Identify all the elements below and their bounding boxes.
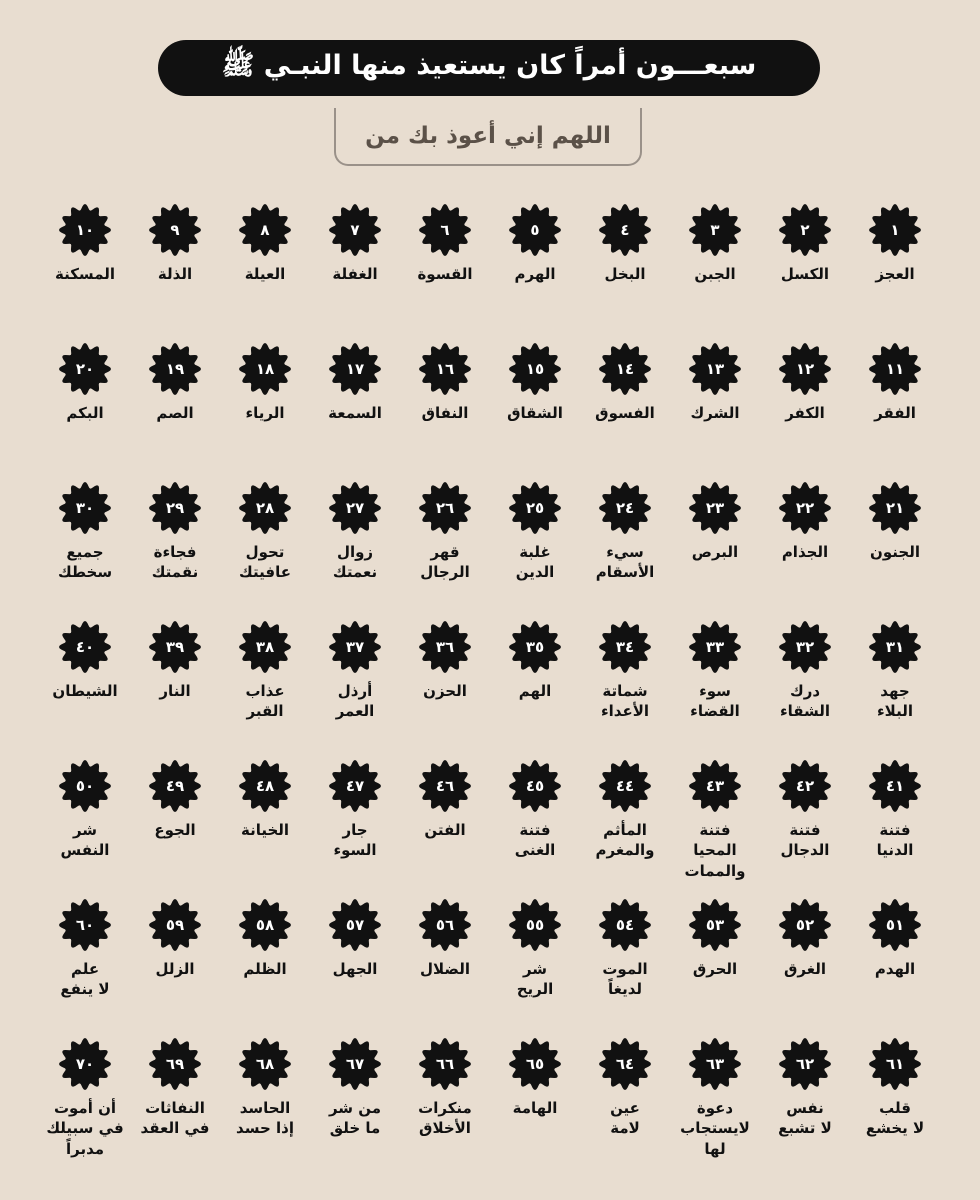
item-number: ٣٧ — [345, 638, 365, 656]
item-number: ٦٦ — [435, 1055, 455, 1073]
item-label: العيلة — [244, 265, 286, 283]
number-badge — [149, 621, 201, 673]
item-number: ١ — [890, 221, 900, 239]
number-badge — [689, 621, 741, 673]
list-item — [220, 1034, 310, 1173]
item-label: من شر ما خلق — [328, 1099, 382, 1138]
number-badge — [599, 204, 651, 256]
item-number: ٥٨ — [255, 916, 275, 934]
item-number: ٤٥ — [525, 777, 545, 795]
item-number: ٦٧ — [345, 1055, 365, 1073]
number-badge — [689, 482, 741, 534]
list-item — [580, 200, 670, 339]
number-badge — [239, 621, 291, 673]
item-label: البرص — [691, 543, 739, 561]
number-badge — [59, 204, 111, 256]
item-number: ٤١ — [885, 777, 905, 795]
item-label: النار — [159, 682, 191, 700]
number-badge — [329, 343, 381, 395]
item-label: فتنة الغنى — [514, 821, 556, 860]
item-number: ٥٣ — [705, 916, 725, 934]
item-number: ٤٤ — [615, 777, 635, 795]
number-badge — [689, 760, 741, 812]
item-label: النفاق — [421, 404, 469, 422]
number-badge — [509, 899, 561, 951]
list-item — [580, 1034, 670, 1173]
number-badge — [599, 343, 651, 395]
number-badge — [329, 899, 381, 951]
item-label: غلبة الدين — [515, 543, 555, 582]
list-item — [310, 200, 400, 339]
item-label: السمعة — [328, 404, 382, 422]
list-item — [850, 1034, 940, 1173]
number-badge — [689, 1038, 741, 1090]
item-number: ٢٦ — [435, 499, 455, 517]
list-item — [490, 617, 580, 756]
number-badge — [779, 760, 831, 812]
list-item — [580, 756, 670, 895]
item-number: ٤٣ — [705, 777, 725, 795]
item-label: فتنة الدنيا — [876, 821, 914, 860]
list-item — [400, 895, 490, 1034]
number-badge — [329, 482, 381, 534]
item-number: ٣١ — [885, 638, 905, 656]
item-label: شر النفس — [60, 821, 110, 860]
list-item — [220, 200, 310, 339]
item-label: الغرق — [784, 960, 826, 978]
list-item — [490, 895, 580, 1034]
list-item — [310, 895, 400, 1034]
list-item — [220, 895, 310, 1034]
list-item — [490, 478, 580, 617]
number-badge — [59, 482, 111, 534]
list-item — [400, 617, 490, 756]
list-item — [580, 617, 670, 756]
item-label: فتنة المحيا والممات — [684, 821, 746, 880]
item-label: الجبن — [694, 265, 736, 283]
item-number: ٥٧ — [345, 916, 365, 934]
number-badge — [239, 204, 291, 256]
item-label: الخيانة — [240, 821, 290, 839]
list-item — [670, 617, 760, 756]
list-item — [220, 339, 310, 478]
list-item — [400, 339, 490, 478]
list-item — [670, 339, 760, 478]
number-badge — [869, 1038, 921, 1090]
list-item — [760, 756, 850, 895]
list-item — [130, 756, 220, 895]
number-badge — [419, 482, 471, 534]
list-item — [760, 895, 850, 1034]
item-number: ٣٤ — [615, 638, 635, 656]
list-item — [400, 1034, 490, 1173]
list-item — [400, 478, 490, 617]
item-label: درك الشقاء — [779, 682, 831, 721]
list-item — [130, 200, 220, 339]
item-label: البكم — [66, 404, 104, 422]
item-number: ٥٩ — [165, 916, 185, 934]
item-label: النفاثات في العقد — [140, 1099, 210, 1138]
list-item — [310, 1034, 400, 1173]
number-badge — [509, 621, 561, 673]
list-item — [760, 1034, 850, 1173]
item-number: ٢٩ — [165, 499, 185, 517]
item-number: ٥٠ — [75, 777, 95, 795]
list-item — [760, 339, 850, 478]
item-label: الرياء — [245, 404, 285, 422]
number-badge — [59, 899, 111, 951]
item-number: ٤٨ — [255, 777, 275, 795]
item-label: الهامة — [512, 1099, 558, 1117]
item-number: ٢٧ — [345, 499, 365, 517]
item-number: ٤٧ — [345, 777, 365, 795]
list-item — [670, 895, 760, 1034]
list-item — [670, 1034, 760, 1173]
item-number: ١٦ — [435, 360, 455, 378]
list-item — [40, 478, 130, 617]
list-item — [670, 200, 760, 339]
number-badge — [509, 1038, 561, 1090]
number-badge — [149, 1038, 201, 1090]
item-number: ٢٢ — [795, 499, 815, 517]
number-badge — [239, 1038, 291, 1090]
item-number: ٦٥ — [525, 1055, 545, 1073]
number-badge — [689, 899, 741, 951]
number-badge — [419, 760, 471, 812]
item-label: عين لامة — [610, 1099, 640, 1138]
title-banner — [158, 40, 820, 96]
item-label: الظلم — [243, 960, 287, 978]
item-number: ٤٦ — [435, 777, 455, 795]
list-item — [220, 756, 310, 895]
item-label: الذلة — [157, 265, 193, 283]
number-badge — [869, 621, 921, 673]
number-badge — [329, 760, 381, 812]
item-label: جار السوء — [333, 821, 377, 860]
list-item — [310, 339, 400, 478]
list-item — [850, 200, 940, 339]
item-number: ٦١ — [885, 1055, 905, 1073]
number-badge — [329, 204, 381, 256]
number-badge — [869, 343, 921, 395]
number-badge — [239, 343, 291, 395]
item-number: ٦٤ — [615, 1055, 635, 1073]
item-label: الفقر — [874, 404, 916, 422]
item-number: ٦٩ — [165, 1055, 185, 1073]
item-number: ٥٢ — [795, 916, 815, 934]
number-badge — [509, 760, 561, 812]
item-number: ٣٨ — [255, 638, 275, 656]
number-badge — [419, 1038, 471, 1090]
number-badge — [869, 899, 921, 951]
item-label: الكسل — [780, 265, 830, 283]
number-badge — [599, 760, 651, 812]
list-item — [850, 617, 940, 756]
item-number: ٤٠ — [75, 638, 95, 656]
list-item — [130, 339, 220, 478]
list-item — [580, 339, 670, 478]
item-number: ٧ — [350, 221, 360, 239]
item-label: الجهل — [332, 960, 378, 978]
item-number: ٩ — [170, 221, 180, 239]
item-number: ٣٥ — [525, 638, 545, 656]
item-number: ١٨ — [255, 360, 275, 378]
item-label: المأثم والمغرم — [595, 821, 655, 860]
item-number: ٤ — [620, 221, 630, 239]
item-label: أن أموت في سبيلك مدبراً — [46, 1099, 124, 1158]
item-number: ١٩ — [165, 360, 185, 378]
item-number: ١٣ — [705, 360, 725, 378]
number-badge — [419, 621, 471, 673]
item-number: ٦٢ — [795, 1055, 815, 1073]
number-badge — [59, 621, 111, 673]
list-item — [40, 895, 130, 1034]
item-number: ٥١ — [885, 916, 905, 934]
item-label: الحاسد إذا حسد — [236, 1099, 294, 1138]
page-title: سبعـــون أمراً كان يستعيذ منها النبـي ﷺ — [221, 50, 757, 81]
item-number: ٦ — [440, 221, 450, 239]
list-item — [490, 756, 580, 895]
number-badge — [149, 204, 201, 256]
item-number: ٣ — [710, 221, 720, 239]
number-badge — [779, 343, 831, 395]
item-number: ٤٢ — [795, 777, 815, 795]
number-badge — [869, 760, 921, 812]
number-badge — [509, 204, 561, 256]
item-number: ١٥ — [525, 360, 545, 378]
item-label: الحزن — [423, 682, 467, 700]
item-label: الضلال — [420, 960, 470, 978]
list-item — [310, 617, 400, 756]
list-item — [670, 478, 760, 617]
number-badge — [869, 482, 921, 534]
item-label: دعوة لايستجاب لها — [680, 1099, 750, 1158]
item-label: عذاب القبر — [245, 682, 285, 721]
item-number: ٣٦ — [435, 638, 455, 656]
item-label: الغفلة — [332, 265, 378, 283]
number-badge — [599, 1038, 651, 1090]
item-label: قلب لا يخشع — [865, 1099, 925, 1138]
number-badge — [329, 1038, 381, 1090]
item-label: الشيطان — [52, 682, 118, 700]
list-item — [130, 617, 220, 756]
number-badge — [149, 760, 201, 812]
item-label: الفسوق — [595, 404, 655, 422]
item-number: ٣٩ — [165, 638, 185, 656]
item-label: البخل — [604, 265, 646, 283]
number-badge — [689, 343, 741, 395]
list-item — [580, 895, 670, 1034]
number-badge — [239, 899, 291, 951]
number-badge — [329, 621, 381, 673]
number-badge — [59, 1038, 111, 1090]
list-item — [400, 756, 490, 895]
item-label: الجوع — [154, 821, 196, 839]
number-badge — [599, 621, 651, 673]
list-item — [490, 1034, 580, 1173]
number-badge — [149, 343, 201, 395]
item-label: الجنون — [870, 543, 920, 561]
number-badge — [509, 482, 561, 534]
list-item — [760, 200, 850, 339]
item-label: الهرم — [514, 265, 556, 283]
list-item — [40, 200, 130, 339]
number-badge — [59, 343, 111, 395]
item-number: ٢٤ — [615, 499, 635, 517]
item-label: الصم — [156, 404, 194, 422]
item-label: الكفر — [785, 404, 825, 422]
item-label: أرذل العمر — [335, 682, 375, 721]
items-grid — [40, 200, 940, 1173]
number-badge — [239, 760, 291, 812]
item-number: ٥٥ — [525, 916, 545, 934]
list-item — [760, 617, 850, 756]
item-number: ٣٣ — [705, 638, 725, 656]
item-number: ٢٠ — [75, 360, 95, 378]
item-number: ٥٦ — [435, 916, 455, 934]
number-badge — [149, 899, 201, 951]
number-badge — [779, 482, 831, 534]
item-label: شر الريح — [516, 960, 554, 999]
item-label: سيء الأسقام — [595, 543, 655, 582]
item-number: ١٤ — [615, 360, 635, 378]
item-label: الشقاق — [507, 404, 563, 422]
item-label: الموت لديغاً — [602, 960, 648, 999]
item-label: منكرات الأخلاق — [418, 1099, 472, 1138]
list-item — [850, 756, 940, 895]
item-label: جهد البلاء — [877, 682, 913, 721]
item-number: ٨ — [260, 221, 270, 239]
item-number: ١١ — [885, 360, 905, 378]
item-label: الهم — [518, 682, 552, 700]
number-badge — [419, 204, 471, 256]
list-item — [850, 478, 940, 617]
list-item — [40, 756, 130, 895]
list-item — [490, 339, 580, 478]
list-item — [490, 200, 580, 339]
item-label: القسوة — [417, 265, 473, 283]
item-number: ٦٣ — [705, 1055, 725, 1073]
item-label: الجذام — [781, 543, 829, 561]
number-badge — [239, 482, 291, 534]
item-label: الحرق — [692, 960, 738, 978]
item-number: ٣٠ — [75, 499, 95, 517]
item-number: ٢٥ — [525, 499, 545, 517]
number-badge — [509, 343, 561, 395]
subtitle-box — [334, 108, 642, 166]
number-badge — [149, 482, 201, 534]
number-badge — [869, 204, 921, 256]
number-badge — [779, 899, 831, 951]
item-label: سوء القضاء — [690, 682, 740, 721]
number-badge — [419, 899, 471, 951]
item-label: نفس لا تشبع — [778, 1099, 832, 1138]
number-badge — [419, 343, 471, 395]
list-item — [760, 478, 850, 617]
item-number: ٦٨ — [255, 1055, 275, 1073]
item-label: الهدم — [874, 960, 916, 978]
number-badge — [599, 899, 651, 951]
item-label: جميع سخطك — [57, 543, 113, 582]
item-label: تحول عافيتك — [239, 543, 291, 582]
item-label: الفتن — [424, 821, 466, 839]
list-item — [130, 478, 220, 617]
item-label: قهر الرجال — [420, 543, 470, 582]
list-item — [670, 756, 760, 895]
number-badge — [59, 760, 111, 812]
item-number: ٦٠ — [75, 916, 95, 934]
item-label: الزلل — [155, 960, 195, 978]
item-number: ١٧ — [345, 360, 365, 378]
number-badge — [779, 204, 831, 256]
list-item — [40, 617, 130, 756]
list-item — [850, 339, 940, 478]
number-badge — [779, 621, 831, 673]
item-number: ٤٩ — [165, 777, 185, 795]
item-label: شماتة الأعداء — [600, 682, 650, 721]
item-number: ٣٢ — [795, 638, 815, 656]
item-label: المسكنة — [54, 265, 116, 283]
list-item — [130, 895, 220, 1034]
list-item — [310, 478, 400, 617]
item-number: ٢٨ — [255, 499, 275, 517]
item-number: ١٢ — [795, 360, 815, 378]
list-item — [40, 339, 130, 478]
item-label: الشرك — [690, 404, 740, 422]
item-number: ٥ — [530, 221, 540, 239]
number-badge — [689, 204, 741, 256]
list-item — [580, 478, 670, 617]
item-number: ٧٠ — [75, 1055, 95, 1073]
item-label: العجز — [875, 265, 915, 283]
number-badge — [599, 482, 651, 534]
item-number: ٢ — [800, 221, 810, 239]
list-item — [400, 200, 490, 339]
item-number: ٥٤ — [615, 916, 635, 934]
list-item — [220, 617, 310, 756]
list-item — [850, 895, 940, 1034]
list-item — [40, 1034, 130, 1173]
item-label: فتنة الدجال — [780, 821, 830, 860]
item-number: ٢٣ — [705, 499, 725, 517]
number-badge — [779, 1038, 831, 1090]
item-label: فجاءة نقمتك — [151, 543, 199, 582]
list-item — [130, 1034, 220, 1173]
list-item — [220, 478, 310, 617]
item-label: علم لا ينفع — [60, 960, 110, 999]
item-label: زوال نعمتك — [332, 543, 378, 582]
item-number: ٢١ — [885, 499, 905, 517]
list-item — [310, 756, 400, 895]
page-subtitle: اللهم إني أعوذ بك من — [365, 123, 611, 149]
item-number: ١٠ — [75, 221, 95, 239]
